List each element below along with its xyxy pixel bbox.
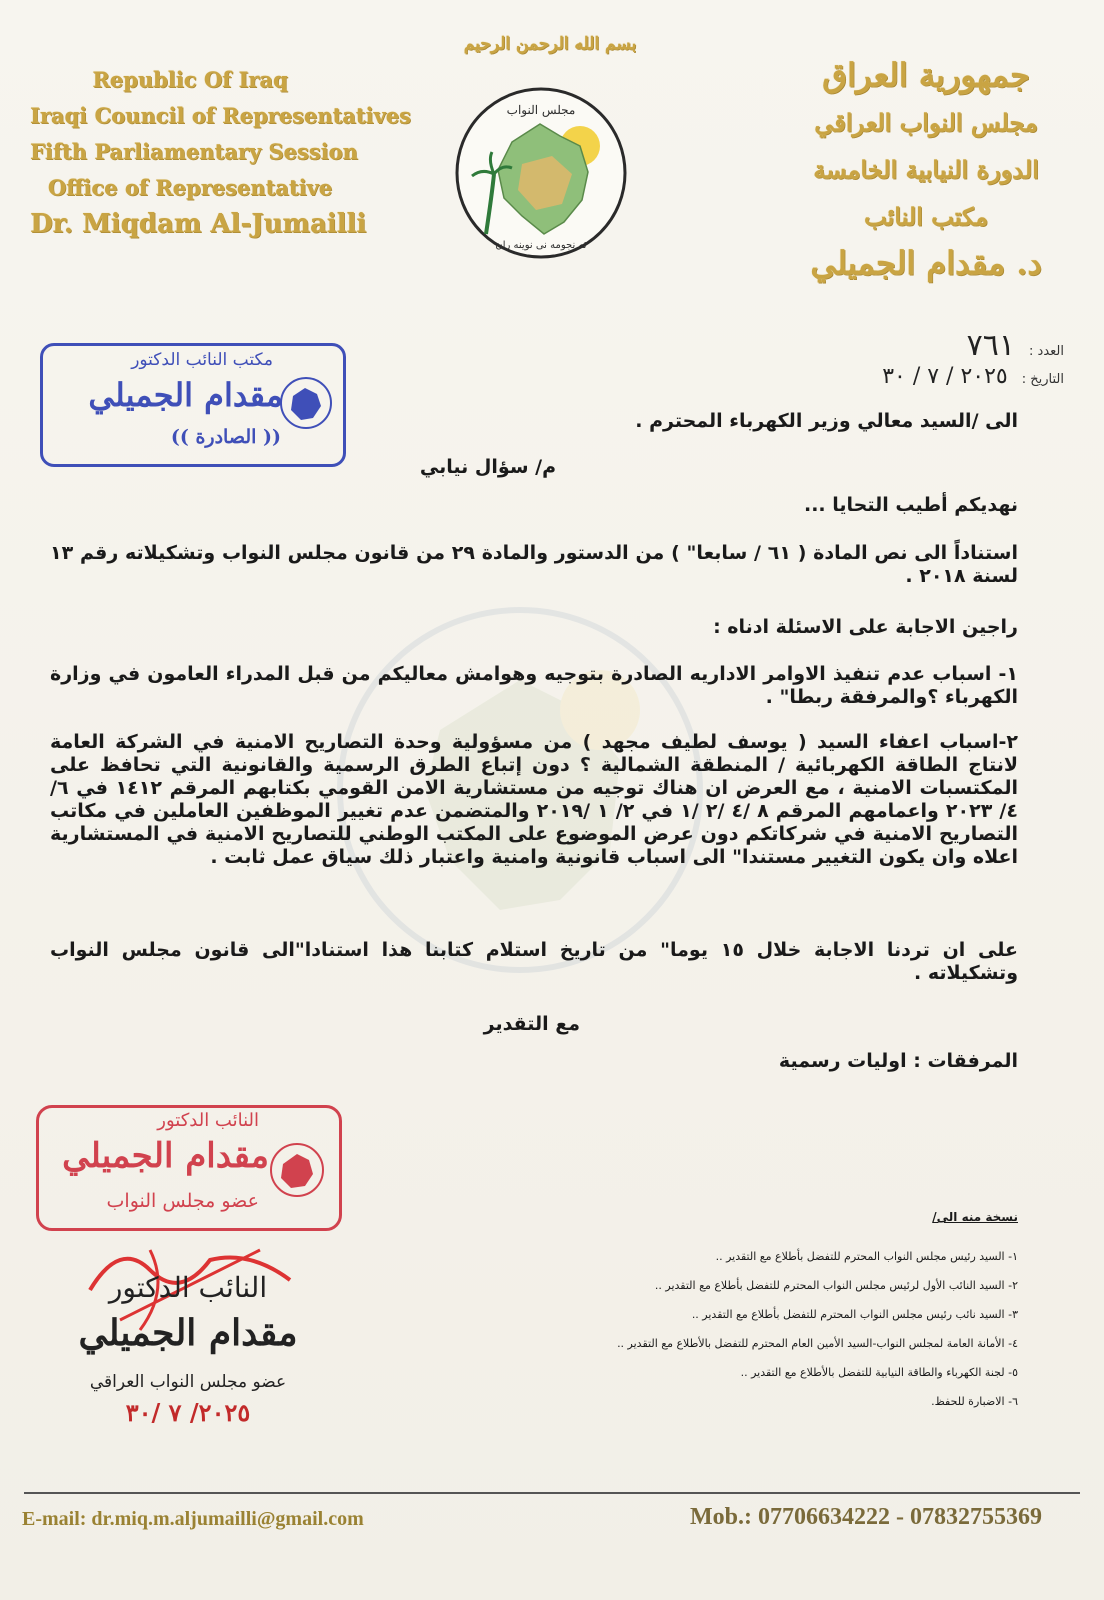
letterhead-en-line: Office of Representative (47, 175, 333, 200)
letterhead-en-line: Dr. Miqdam Al-Jumailli (30, 209, 367, 239)
stamp-line: مقدام الجميلي (62, 1136, 269, 1176)
letterhead-ar-line: مكتب النائب (863, 202, 989, 231)
stamp-line: مكتب النائب الدكتور (131, 350, 273, 370)
letterhead-en-line: Fifth Parliamentary Session (30, 139, 358, 164)
english-letterhead (30, 62, 411, 242)
signature-name: مقدام الجميلي (78, 1312, 298, 1354)
list-item: ٦- الاضبارة للحفظ. (931, 1395, 1018, 1408)
letterhead-ar-line: جمهورية العراق (822, 56, 1030, 94)
signature-title: النائب الدكتور (108, 1271, 268, 1304)
letter-greeting: نهديكم أطيب التحايا ... (803, 494, 1018, 516)
list-item: ٣- السيد نائب رئيس مجلس النواب المحترم للتفضل بأطلاع مع التقدير .. (691, 1308, 1018, 1321)
stamp-line: النائب الدكتور (157, 1110, 259, 1131)
basmala: بسم الله الرحمن الرحيم (463, 34, 637, 54)
reference-date: ٢٠٢٥ / ٧ / ٣٠ (882, 364, 1008, 389)
letter-paragraph: على ان تردنا الاجابة خلال ١٥ يوما" من تاريخ استلام كتابنا هذا استنادا"الى قانون مجلس النواب وتشكيلاته . (50, 939, 1018, 984)
signature-stamp (36, 1105, 342, 1231)
footer-divider (24, 1492, 1080, 1494)
footer-mobile: Mob.: 07706634222 - 07832755369 (690, 1504, 1042, 1530)
letterhead-en-line: Republic Of Iraq (92, 67, 288, 92)
iraq-map-icon (279, 376, 333, 430)
copies-heading: نسخة منه الى/ (932, 1210, 1018, 1224)
signature-block (38, 1245, 338, 1445)
letterhead-ar-line: مجلس النواب العراقي (814, 108, 1038, 137)
emblem-top-text: مجلس النواب (506, 103, 576, 117)
iraq-map-icon (269, 1142, 325, 1198)
reference-number: ٧٦١ (966, 328, 1016, 363)
letter-regards: مع التقدير (483, 1013, 580, 1035)
emblem-bottom-text: ئه نجومه نى نوينه ران (495, 240, 587, 251)
reference-block (882, 328, 1064, 400)
list-item: ١- السيد رئيس مجلس النواب المحترم للتفضل بأطلاع مع التقدير .. (715, 1250, 1018, 1263)
letter-attachments: المرفقات : اوليات رسمية (778, 1050, 1018, 1072)
reference-number-label: العدد : (1029, 344, 1064, 359)
letterhead-ar-line: د. مقدام الجميلي (810, 244, 1042, 282)
letter-paragraph: ٢-اسباب اعفاء السيد ( يوسف لطيف مجهد ) من مسؤولية وحدة التصاريح الامنية في الشركة العامة لانتاج الطاقة الكهربائية / المنطقة الشمالية ؟ دون إتباع الطرق الرسمية والقانونية التي تحافظ على المكتسبات الامنية ، مع العرض ان هناك توجيه من مستشارية الامن القومي بكتابهم المرقم ١٤١٢ في ٦/ ٤/ ٢٠٢٣ واعمامهم المرقم ٨ /٤ /٢ /١ في ٢/ ١ /٢٠١٩ والمتضمن عدم تغيير الموظفين العاملين في مكاتب التصاريح الامنية في شركاتكم دون عرض الموضوع على المكتب الوطني للتصاريح الامنية في المستشارية اعلاه وان يكون التغيير مستندا" الى اسباب قانونية وامنية واعتبار ذلك سياق عمل ثابت . (50, 731, 1018, 868)
signature-position: عضو مجلس النواب العراقي (89, 1372, 287, 1392)
letterhead-ar-line: الدورة النيابية الخامسة (813, 155, 1039, 184)
outgoing-stamp (40, 343, 346, 467)
letter-paragraph: استناداً الى نص المادة ( ٦١ / سابعا" ) من الدستور والمادة ٢٩ من قانون مجلس النواب وتشكيلاته رقم ١٣ لسنة ٢٠١٨ . (50, 542, 1018, 587)
letter-paragraph: راجين الاجابة على الاسئلة ادناه : (713, 616, 1018, 638)
stamp-line: مقدام الجميلي (88, 376, 283, 414)
letter-recipient: الى /السيد معالي وزير الكهرباء المحترم . (635, 410, 1018, 432)
list-item: ٤- الأمانة العامة لمجلس النواب-السيد الأمين العام المحترم للتفضل بالأطلاع مع التقدير .. (617, 1337, 1018, 1350)
letterhead-en-line: Iraqi Council of Representatives (30, 103, 411, 128)
letter-subject: م/ سؤال نيابي (419, 456, 556, 478)
stamp-line: عضو مجلس النواب (106, 1190, 259, 1212)
signature-date: ٢٠٢٥/ ٧ /٣٠ (125, 1398, 251, 1427)
list-item: ٥- لجنة الكهرباء والطاقة النيابية للتفضل بالأطلاع مع التقدير .. (740, 1366, 1018, 1379)
parliament-emblem-logo (452, 84, 630, 262)
list-item: ٢- السيد النائب الأول لرئيس مجلس النواب المحترم للتفضل بأطلاع مع التقدير .. (654, 1279, 1018, 1292)
footer-email: E-mail: dr.miq.m.aljumailli@gmail.com (22, 1508, 364, 1530)
copies-list (498, 1210, 1018, 1416)
stamp-line: (( الصادرة )) (170, 426, 281, 448)
arabic-letterhead (776, 52, 1076, 287)
reference-date-label: التاريخ : (1021, 372, 1064, 387)
letter-paragraph: ١- اسباب عدم تنفيذ الاوامر الاداريه الصادرة بتوجيه وهوامش معاليكم من قبل المدراء العامون في وزارة الكهرباء ؟والمرفقة ربطا" . (50, 663, 1018, 708)
